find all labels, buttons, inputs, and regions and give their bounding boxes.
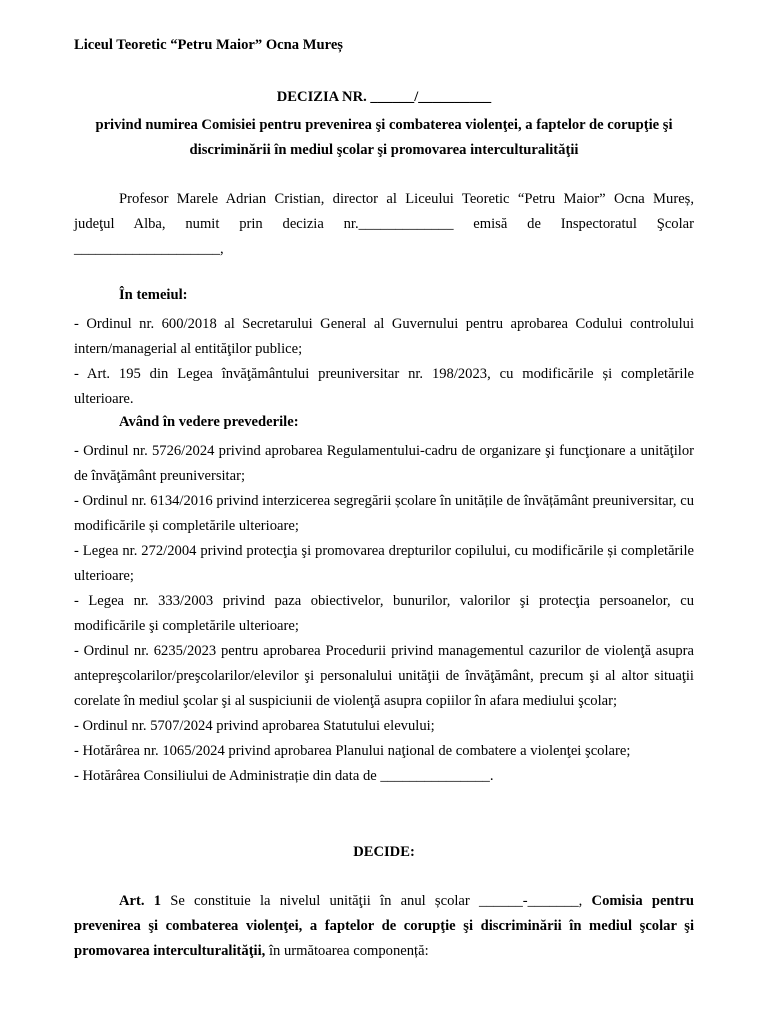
decision-subject-line-2: discriminării în mediul şcolar şi promovarea interculturalităţii — [189, 142, 579, 158]
intro-line-1: Profesor Marele Adrian Cristian, director al Liceului Teoretic “Petru Maior” Ocna Mureș, — [119, 191, 694, 207]
article-1 — [74, 889, 694, 964]
list-item: - Ordinul nr. 5707/2024 privind aprobarea Statutului elevului; — [74, 718, 435, 734]
decision-subject — [74, 113, 694, 163]
temei-heading: În temeiul: — [119, 287, 188, 303]
list-item: - Art. 195 din Legea învăţământului preuniversitar nr. 198/2023, cu modificările și completările ulterioare. — [74, 366, 694, 407]
article-1-label: Art. 1 — [119, 893, 162, 909]
list-item: - Legea nr. 333/2003 privind paza obiectivelor, bunurilor, valorilor şi protecţia persoanelor, cu modificările şi completările ulterioare; — [74, 593, 694, 634]
list-item: - Hotărârea nr. 1065/2024 privind aprobarea Planului naţional de combatere a violenţei şcolare; — [74, 743, 631, 759]
list-item: - Hotărârea Consiliului de Administrație din data de _______________. — [74, 768, 494, 784]
prevederi-list — [74, 439, 694, 789]
list-item: - Legea nr. 272/2004 privind protecţia şi promovarea drepturilor copilului, cu modificările și completările ulterioare; — [74, 543, 694, 584]
list-item: - Ordinul nr. 600/2018 al Secretarului General al Guvernului pentru aprobarea Codului controlului intern/managerial al entităţilor publice; — [74, 316, 694, 357]
decide-heading: DECIDE: — [353, 844, 415, 860]
intro-paragraph — [74, 187, 694, 262]
prevederi-heading: Având în vedere prevederile: — [119, 414, 299, 430]
school-name: Liceul Teoretic “Petru Maior” Ocna Mureș — [74, 37, 343, 53]
decision-subject-line-1: privind numirea Comisiei pentru prevenirea şi combaterea violenţei, a faptelor de corupţie şi — [95, 117, 673, 133]
intro-line-2: judeţul Alba, numit prin decizia nr._____________ emisă de Inspectoratul Şcolar — [74, 216, 694, 232]
temei-list — [74, 312, 694, 412]
list-item: - Ordinul nr. 6235/2023 pentru aprobarea Procedurii privind managementul cazurilor de violenţă asupra antepreşcolarilor/preşcolarilor/elevilor şi personalului unităţii de învăţământ, precum şi al altor situaţii corelate în mediul şcolar şi al suspiciunii de violenţă asupra copiilor în afara mediului şcolar; — [74, 643, 694, 709]
intro-line-3: ____________________, — [74, 241, 224, 257]
article-1-commission: Comisia pentru prevenirea şi combaterea violenţei, a faptelor de corupţie şi discriminării în mediul şcolar şi promovarea interculturalităţii, — [74, 893, 694, 959]
article-1-text-end: în următoarea componență: — [265, 943, 429, 959]
decision-number: DECIZIA NR. ______/__________ — [276, 89, 492, 105]
list-item: - Ordinul nr. 6134/2016 privind interzicerea segregării școlare în unitățile de învățământ preuniversitar, cu modificările și completările ulterioare; — [74, 493, 694, 534]
article-1-text: Se constituie la nivelul unităţii în anul școlar ______-_______, — [161, 893, 592, 909]
list-item: - Ordinul nr. 5726/2024 privind aprobarea Regulamentului-cadru de organizare şi funcţionare a unităţilor de învăţământ preuniversitar; — [74, 443, 694, 484]
